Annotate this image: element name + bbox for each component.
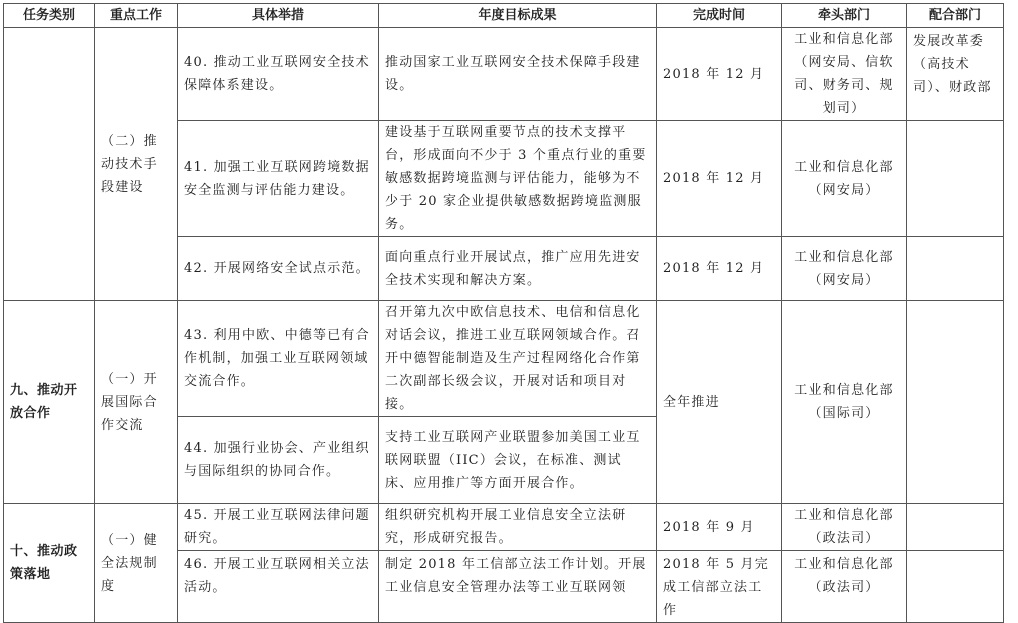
lead-cell: 工业和信息化部（网安局、信软司、财务司、规划司） xyxy=(782,28,907,121)
table-row xyxy=(4,504,1004,551)
header-lead: 牵头部门 xyxy=(782,4,907,28)
deadline-cell: 全年推进 xyxy=(657,301,782,504)
support-cell xyxy=(907,237,1004,301)
header-measure: 具体举措 xyxy=(178,4,379,28)
lead-cell: 工业和信息化部（政法司） xyxy=(782,551,907,623)
deadline-cell: 2018 年 5 月完成工信部立法工作 xyxy=(657,551,782,623)
header-key-work: 重点工作 xyxy=(95,4,178,28)
target-cell: 召开第九次中欧信息技术、电信和信息化对话会议，推进工业互联网领域合作。召开中德智能制造及生产过程网络化合作第二次副部长级会议，开展对话和项目对接。 xyxy=(379,301,657,417)
category-cell: 九、推动开放合作 xyxy=(4,301,95,504)
category-cell xyxy=(4,28,95,301)
key-work-cell: （一）健全法规制度 xyxy=(95,504,178,623)
lead-cell: 工业和信息化部（网安局） xyxy=(782,121,907,237)
lead-cell: 工业和信息化部（国际司） xyxy=(782,301,907,504)
policy-table xyxy=(3,3,1004,623)
header-deadline: 完成时间 xyxy=(657,4,782,28)
header-row xyxy=(4,4,1004,28)
header-support: 配合部门 xyxy=(907,4,1004,28)
deadline-cell: 2018 年 12 月 xyxy=(657,121,782,237)
measure-cell: 42. 开展网络安全试点示范。 xyxy=(178,237,379,301)
category-cell: 十、推动政策落地 xyxy=(4,504,95,623)
support-cell xyxy=(907,551,1004,623)
target-cell: 支持工业互联网产业联盟参加美国工业互联网联盟（IIC）会议，在标准、测试床、应用推广等方面开展合作。 xyxy=(379,417,657,504)
lead-cell: 工业和信息化部（网安局） xyxy=(782,237,907,301)
support-cell: 发展改革委（高技术司）、财政部 xyxy=(907,28,1004,121)
target-cell: 制定 2018 年工信部立法工作计划。开展工业信息安全管理办法等工业互联网领 xyxy=(379,551,657,623)
measure-cell: 45. 开展工业互联网法律问题研究。 xyxy=(178,504,379,551)
target-cell: 组织研究机构开展工业信息安全立法研究，形成研究报告。 xyxy=(379,504,657,551)
measure-cell: 46. 开展工业互联网相关立法活动。 xyxy=(178,551,379,623)
lead-cell: 工业和信息化部（政法司） xyxy=(782,504,907,551)
target-cell: 面向重点行业开展试点，推广应用先进安全技术实现和解决方案。 xyxy=(379,237,657,301)
deadline-cell: 2018 年 12 月 xyxy=(657,237,782,301)
deadline-cell: 2018 年 9 月 xyxy=(657,504,782,551)
table-row xyxy=(4,28,1004,121)
key-work-cell: （一）开展国际合作交流 xyxy=(95,301,178,504)
support-cell xyxy=(907,301,1004,504)
measure-cell: 43. 利用中欧、中德等已有合作机制，加强工业互联网领域交流合作。 xyxy=(178,301,379,417)
measure-cell: 44. 加强行业协会、产业组织与国际组织的协同合作。 xyxy=(178,417,379,504)
target-cell: 推动国家工业互联网安全技术保障手段建设。 xyxy=(379,28,657,121)
support-cell xyxy=(907,504,1004,551)
table-row xyxy=(4,301,1004,417)
support-cell xyxy=(907,121,1004,237)
header-target: 年度目标成果 xyxy=(379,4,657,28)
measure-cell: 41. 加强工业互联网跨境数据安全监测与评估能力建设。 xyxy=(178,121,379,237)
header-category: 任务类别 xyxy=(4,4,95,28)
key-work-cell: （二）推动技术手段建设 xyxy=(95,28,178,301)
measure-cell: 40. 推动工业互联网安全技术保障体系建设。 xyxy=(178,28,379,121)
deadline-cell: 2018 年 12 月 xyxy=(657,28,782,121)
target-cell: 建设基于互联网重要节点的技术支撑平台，形成面向不少于 3 个重点行业的重要敏感数据跨境监测与评估能力，能够为不少于 20 家企业提供敏感数据跨境监测服务。 xyxy=(379,121,657,237)
